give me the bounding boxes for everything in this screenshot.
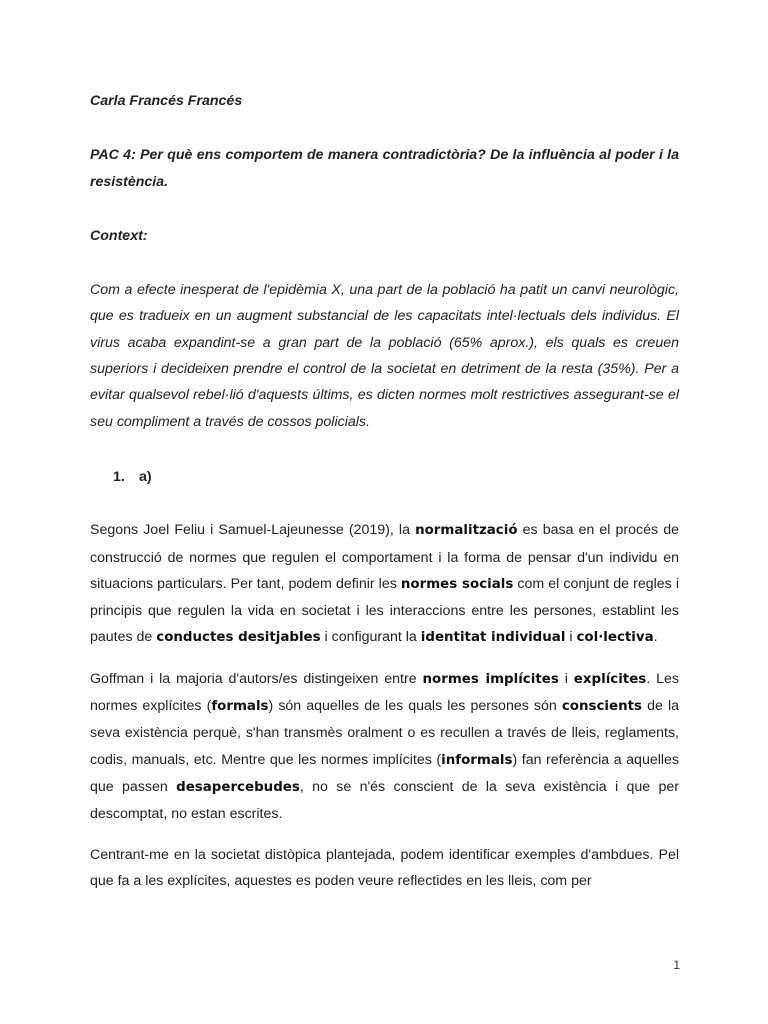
paragraph-text: . [653, 629, 658, 646]
keyword: explícites [573, 671, 647, 687]
paragraph-normalization [90, 517, 679, 651]
paragraph-text: Goffman i la majoria d'autors/es distingeixen entre [90, 670, 423, 687]
document-title: PAC 4: Per què ens comportem de manera contradictòria? De la influència al poder i la resistència. [90, 147, 679, 190]
page-number: 1 [673, 958, 680, 972]
paragraph-text: i [558, 670, 574, 687]
author-name: Carla Francés Francés [90, 93, 243, 109]
keyword: formals [211, 699, 269, 715]
keyword: col·lectiva [576, 630, 654, 646]
keyword: normes implícites [422, 671, 559, 687]
paragraph-text: i [565, 629, 577, 646]
paragraph-text: es basa en el procés de construcció de normes que regulen el comportament i la forma de pensar d'un individu en situacions particulars. Per tant, podem definir les [90, 522, 679, 592]
paragraph-text: , no se n'és conscient de la seva existència i que per descomptat, no estan escrites. [90, 778, 680, 823]
paragraph-norm-types [90, 666, 679, 828]
context-heading: Context: [90, 227, 148, 244]
context-paragraph: Com a efecte inesperat de l'epidèmia X, una part de la població ha patit un canvi neurològic, que es tradueix en un augment substancial de les capacitats intel·lectuals dels individus. El virus acaba expandint-se a gran part de la població (65% aprox.), els quals es creuen superiors i decideixen prendre el control de la societat en detriment de la resta (35%). Per a evitar qualsevol rebel·lió d'aquests últims, es dicten normes molt restrictives assegurant-se el seu compliment a través de cossos policials. [90, 282, 679, 430]
keyword: desapercebudes [176, 779, 300, 795]
keyword: conductes desitjables [156, 630, 321, 646]
paragraph-text: . Les normes explícites ( [90, 670, 679, 715]
section-label: a) [138, 468, 152, 485]
keyword: normes socials [400, 576, 514, 592]
keyword: conscients [561, 699, 643, 715]
keyword: normalització [415, 523, 518, 539]
paragraph-text: de la seva existència perquè, s'han transmès oralment o es recullen a través de lleis, reglaments, codis, manuals, etc. Mentre que les normes implícites ( [90, 698, 679, 768]
paragraph-text: Segons Joel Feliu i Samuel-Lajeunesse (2019), la [90, 522, 416, 539]
paragraph-text: i configurant la [320, 629, 421, 646]
keyword: informals [441, 752, 513, 768]
paragraph-text: ) fan referència a aquelles que passen [90, 751, 680, 795]
paragraph-text: com el conjunt de regles i principis que regulen la vida en societat i les interaccions entre les persones, establint les pautes de [90, 575, 679, 646]
paragraph-text: ) són aquelles de les quals les persones són [268, 698, 562, 715]
paragraph-dystopia: Centrant-me en la societat distòpica plantejada, podem identificar exemples d'ambdues. Pel que fa a les explícites, aquestes es poden veure reflectides en les lleis, com per [90, 846, 679, 889]
keyword: identitat individual [420, 630, 566, 646]
document-body [90, 88, 679, 894]
section-heading [90, 464, 679, 490]
section-number: 1. [113, 468, 125, 485]
